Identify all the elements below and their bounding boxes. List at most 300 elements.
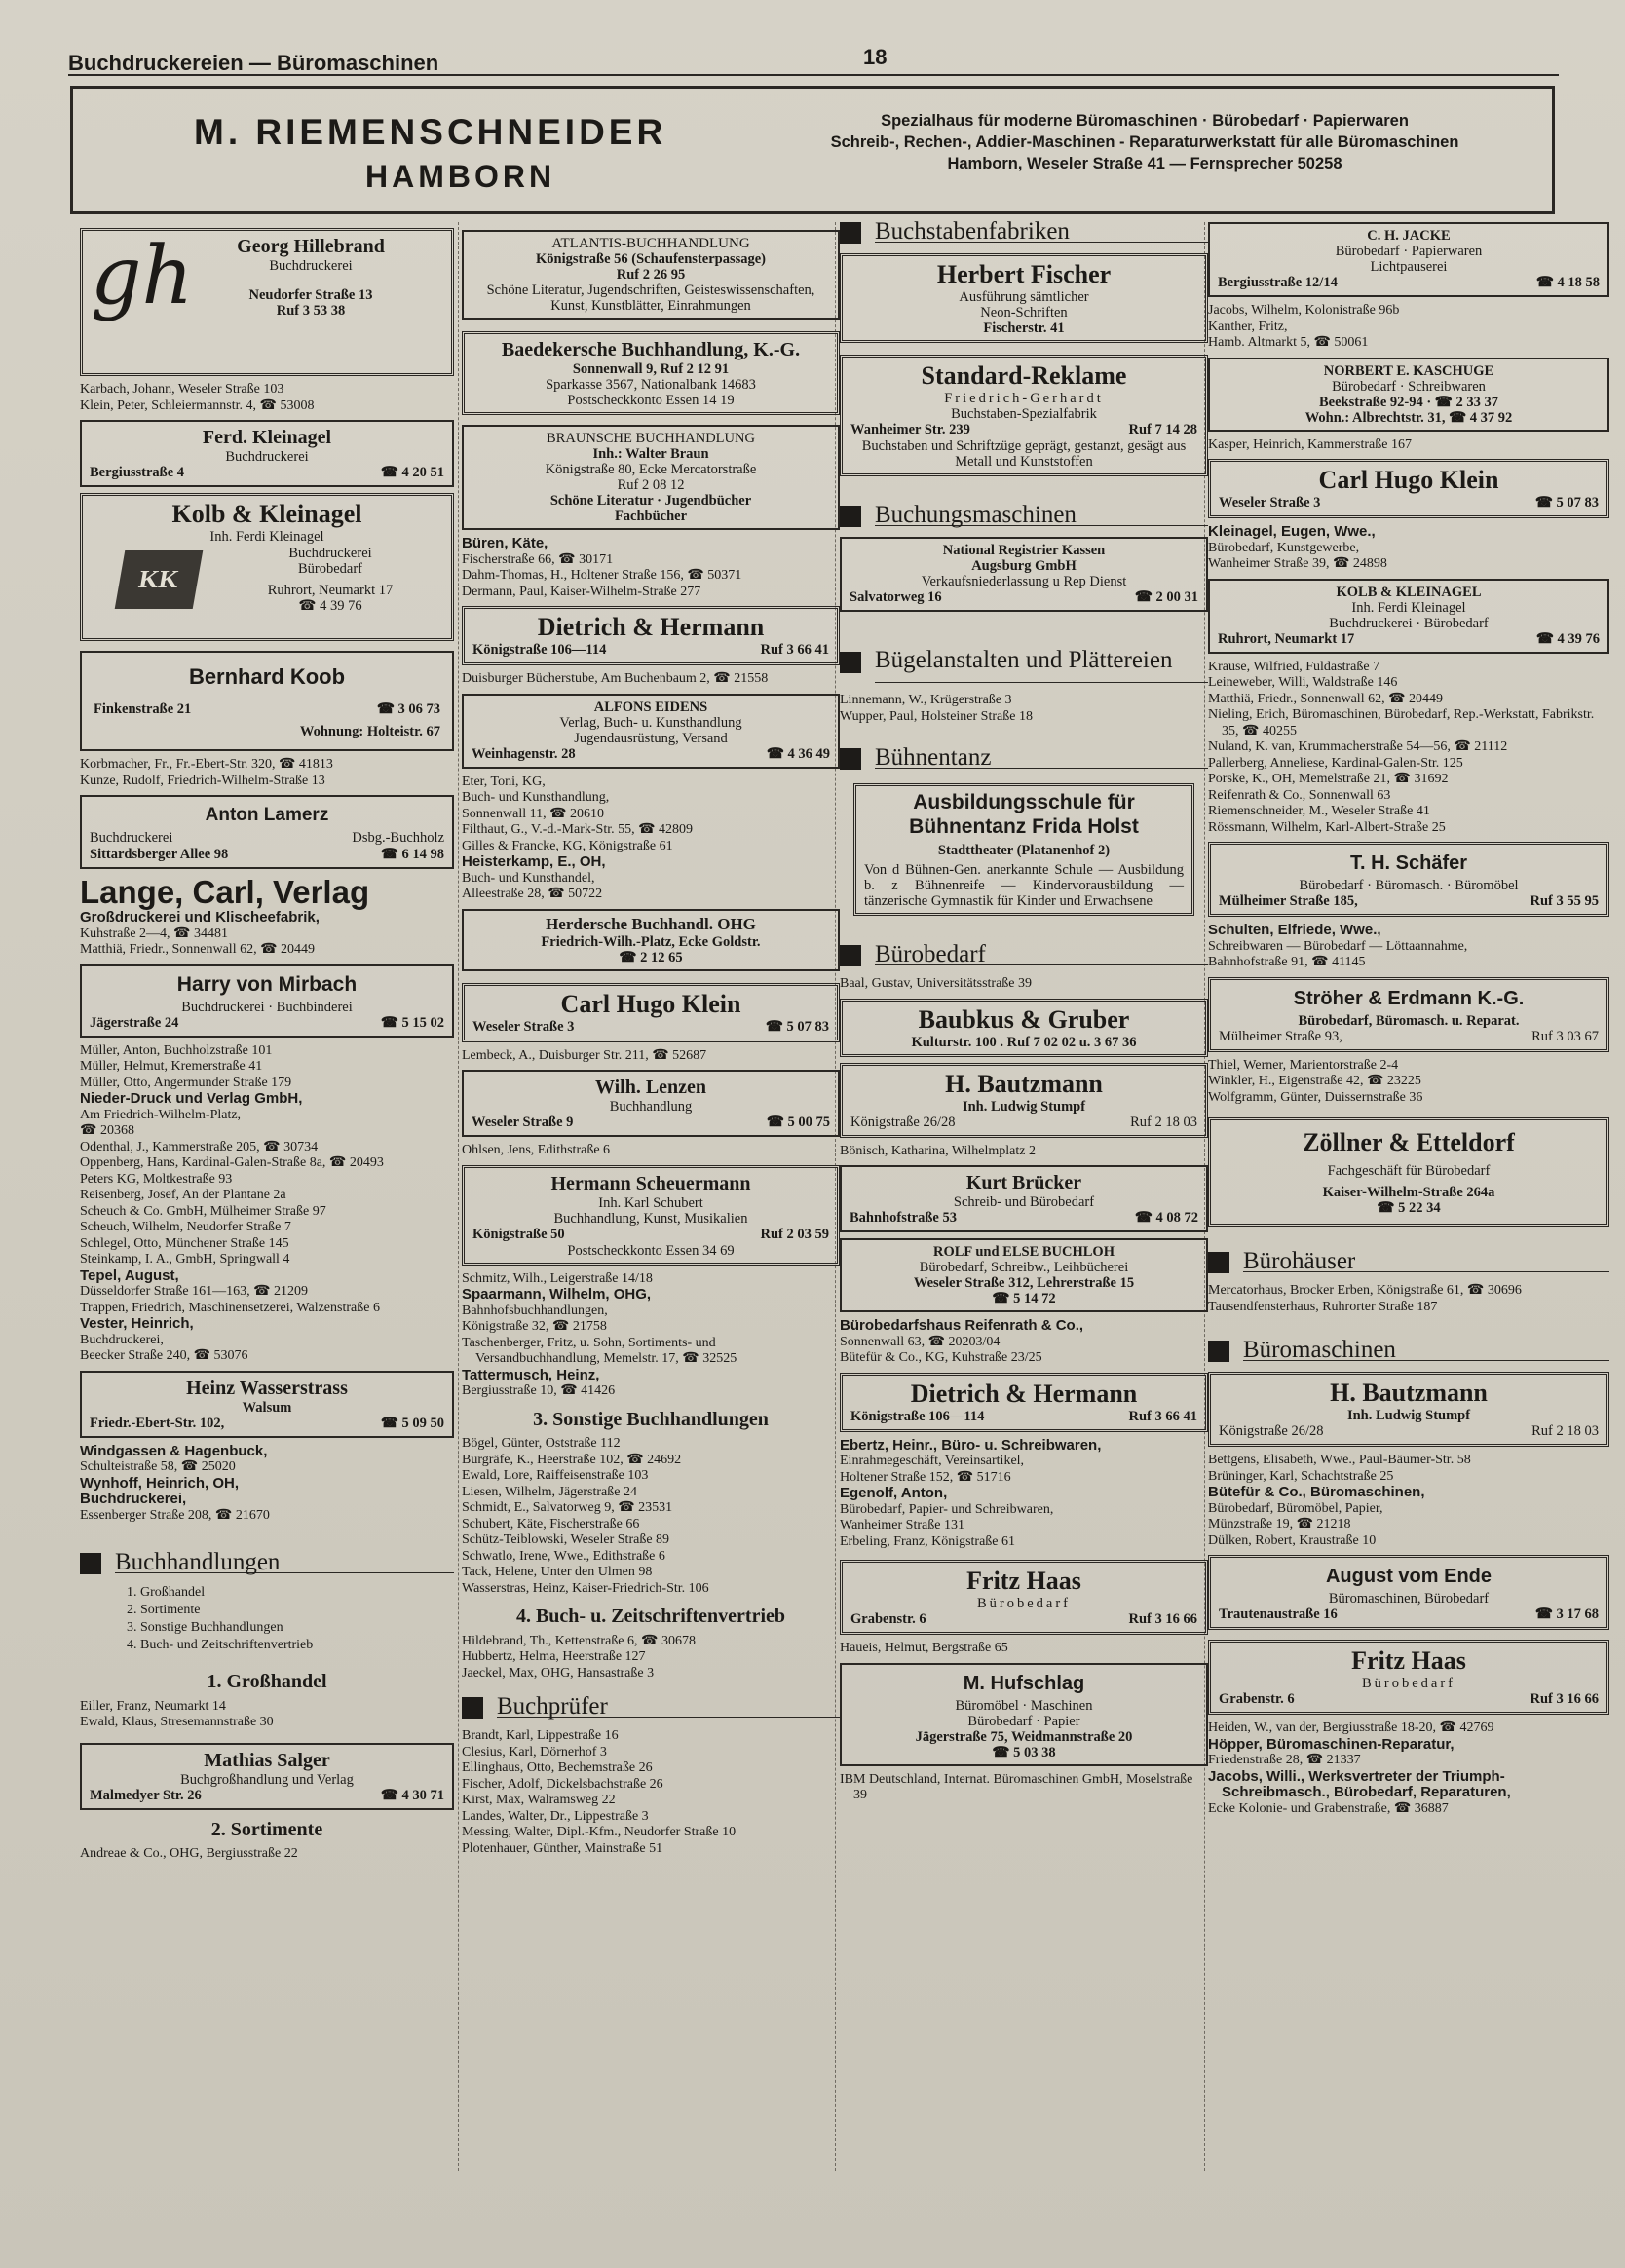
list-entry: Scheuch & Co. GmbH, Mülheimer Straße 97: [80, 1203, 326, 1219]
ad-phone: ☎ 5 03 38: [992, 1744, 1056, 1760]
ad-address: Königstraße 56 (Schaufensterpassage): [535, 251, 767, 267]
ad-koob: [80, 651, 454, 751]
list-entry: Dülken, Robert, Kraustraße 10: [1208, 1532, 1377, 1548]
toc-item: 1. Großhandel: [127, 1585, 206, 1600]
ad-phone: Ruf 3 66 41: [760, 642, 829, 658]
ad-bautzmann: [1208, 1372, 1609, 1447]
ad-trade: Augsburg GmbH: [971, 558, 1077, 574]
list-entry: Wasserstras, Heinz, Kaiser-Friedrich-Str. 106: [462, 1580, 709, 1596]
list-entry: Linnemann, W., Krügerstraße 3: [840, 693, 1012, 707]
list-entry: Buchdruckerei,: [80, 1332, 164, 1347]
ad-trade: Ausführung sämtlicher: [959, 289, 1089, 305]
list-entry: Odenthal, J., Kammerstraße 205, ☎ 30734: [80, 1139, 319, 1154]
list-entry: Wanheimer Straße 39, ☎ 24898: [1208, 556, 1387, 571]
section-heading: [840, 217, 1208, 245]
list-entry: Friedenstraße 28, ☎ 21337: [1208, 1753, 1361, 1767]
list-entry: Schulten, Elfriede, Wwe.,: [1208, 922, 1381, 938]
ad-trade: Buchdruckerei · Bürobedarf: [1329, 615, 1489, 631]
list-entry: Porske, K., OH, Memelstraße 21, ☎ 31692: [1208, 772, 1449, 786]
ad-salger: [80, 1743, 454, 1810]
list-entry: Karbach, Johann, Weseler Straße 103: [80, 382, 284, 397]
ad-owner: Friedrich-Gerhardt: [944, 391, 1104, 406]
list-entry: Fischerstraße 66, ☎ 30171: [462, 551, 614, 567]
lange-verlag-heading: Lange, Carl, Verlag: [80, 874, 370, 910]
list-entry: Jacobs, Willi., Werksvertreter der Triumph-Schreibmasch., Bürobedarf, Reparaturen,: [1208, 1767, 1511, 1800]
ad-braun: [462, 425, 840, 530]
ad-phone: ☎ 5 09 50: [380, 1415, 444, 1431]
list-entry: Bergiusstraße 10, ☎ 41426: [462, 1383, 616, 1398]
ad-name: H. Bautzmann: [945, 1069, 1103, 1098]
list-entry: Jacobs, Wilhelm, Kolonistraße 96b: [1208, 303, 1400, 318]
ad-name: Carl Hugo Klein: [560, 989, 741, 1018]
page-header: [68, 45, 1559, 80]
ad-phone: Ruf 3 66 41: [1128, 1408, 1197, 1424]
ad-scheuermann: [462, 1165, 840, 1266]
list-entry: Bürobedarf, Papier- und Schreibwaren,: [840, 1501, 1054, 1517]
ad-phone: ☎ 4 18 58: [1535, 275, 1600, 290]
section-square-icon: [840, 945, 861, 966]
section-heading: [80, 1548, 454, 1575]
banner-line-1: Spezialhaus für moderne Büromaschinen · Bürobedarf · Papierwaren: [881, 112, 1409, 130]
ad-name: Ausbildungsschule für Bühnentanz Frida Holst: [909, 791, 1139, 838]
ad-address: Mülheimer Straße 93,: [1219, 1028, 1342, 1044]
ad-standard-reklame: [840, 355, 1208, 476]
ad-kaschuge: [1208, 358, 1609, 432]
list-entry: Einrahmegeschäft, Vereinsartikel,: [840, 1454, 1025, 1468]
section-square-icon: [1208, 1252, 1229, 1273]
list-entry: Dermann, Paul, Kaiser-Wilhelm-Straße 277: [462, 584, 701, 599]
ad-lamerz: [80, 795, 454, 869]
list-entry: Kleinagel, Eugen, Wwe.,: [1208, 523, 1376, 540]
ad-name: Carl Hugo Klein: [1318, 466, 1499, 494]
ad-name: Herbert Fischer: [936, 260, 1112, 288]
list-entry: Schmidt, E., Salvatorweg 9, ☎ 23531: [462, 1500, 673, 1515]
ad-address: Sonnenwall 9, Ruf 2 12 91: [572, 361, 730, 377]
ad-phone: Ruf 2 03 59: [760, 1226, 829, 1242]
list-entry: Schlegel, Otto, Münchener Straße 145: [80, 1235, 289, 1251]
ad-phone: Ruf 2 26 95: [616, 267, 686, 283]
section-heading: [462, 1692, 840, 1720]
entries-k: [80, 382, 454, 414]
ad-place: Walsum: [242, 1399, 292, 1416]
ad-schaefer: [1208, 842, 1609, 917]
list-entry: Bürobedarf, Kunstgewerbe,: [1208, 540, 1360, 555]
list-entry: Riemenschneider, M., Weseler Straße 41: [1208, 804, 1430, 818]
ad-trade: Schöne Literatur · Jugendbücher: [549, 493, 752, 509]
list-entry: Reifenrath & Co., Sonnenwall 63: [1208, 787, 1391, 803]
toc-item: 2. Sortimente: [127, 1603, 201, 1617]
ad-address: Sittardsberger Allee 98: [90, 847, 229, 862]
ad-bautzmann: [840, 1063, 1208, 1138]
list-entry: Winkler, H., Eigenstraße 42, ☎ 23225: [1208, 1074, 1421, 1088]
ad-address: Königstraße 26/28: [850, 1114, 956, 1130]
ad-owner: Inh. Ludwig Stumpf: [1346, 1408, 1471, 1423]
ad-phone: ☎ 3 06 73: [376, 701, 440, 717]
list-entry: Beecker Straße 240, ☎ 53076: [80, 1348, 248, 1363]
ad-mirbach: [80, 964, 454, 1038]
list-entry: Duisburger Bücherstube, Am Buchenbaum 2, ☎ 21558: [462, 671, 769, 686]
list-entry: Essenberger Straße 208, ☎ 21670: [80, 1507, 270, 1523]
ad-address: Grabenstr. 6: [1219, 1691, 1295, 1707]
ad-frida-holst: [853, 783, 1194, 916]
running-head: Buchdruckereien — Büromaschinen: [68, 51, 439, 75]
ad-trade: Buchdruckerei: [225, 449, 309, 465]
list-entry: Nuland, K. van, Krummacherstraße 54—56, ☎ 21112: [1208, 739, 1508, 754]
ad-name: Heinz Wasserstrass: [186, 1377, 348, 1399]
ad-name: Ferd. Kleinagel: [202, 427, 332, 448]
ad-address: Neudorfer Straße 13: [248, 287, 373, 303]
list-entry: Liesen, Wilhelm, Jägerstraße 24: [462, 1484, 637, 1499]
list-entry: Müller, Helmut, Kremerstraße 41: [80, 1059, 263, 1074]
list-entry: Mercatorhaus, Brocker Erben, Königstraße 61, ☎ 30696: [1208, 1283, 1522, 1298]
ad-trade: Buchdruckerei: [269, 258, 353, 274]
list-entry: Heisterkamp, E., OH,: [462, 853, 606, 870]
ad-trade: Buchdruckerei: [90, 830, 173, 846]
section-title: Buchprüfer: [497, 1698, 840, 1719]
list-entry: Rössmann, Wilhelm, Karl-Albert-Straße 25: [1208, 819, 1446, 835]
list-entry: Kunze, Rudolf, Friedrich-Wilhelm-Straße 13: [80, 773, 325, 788]
ad-address: Kulturstr. 100 . Ruf 7 02 02 u. 3 67 36: [911, 1034, 1137, 1050]
ad-address: Weseler Straße 9: [472, 1115, 574, 1130]
ad-phone: ☎ 2 12 65: [619, 949, 683, 965]
ad-address: Weseler Straße 3: [472, 1018, 575, 1035]
ad-bank: Sparkasse 3567, Nationalbank 14683: [546, 377, 756, 393]
list-entry: Bütefür & Co., Büromaschinen,: [1208, 1484, 1425, 1500]
ad-hufschlag: [840, 1663, 1208, 1766]
ad-trade: Bürobedarf, Büromasch. u. Reparat.: [1298, 1012, 1520, 1029]
ad-name: Standard-Reklame: [921, 361, 1127, 390]
list-entry: Schmitz, Wilh., Leigerstraße 14/18: [462, 1270, 653, 1286]
ad-carl-hugo-klein: [1208, 459, 1609, 518]
list-entry: Ecke Kolonie- und Grabenstraße, ☎ 36887: [1208, 1800, 1449, 1816]
ad-stroeher-erdmann: [1208, 977, 1609, 1052]
ad-address: Königstraße 80, Ecke Mercatorstraße: [545, 462, 757, 477]
monogram-logo: gh: [91, 230, 194, 322]
list-entry: Spaarmann, Wilhelm, OHG,: [462, 1286, 652, 1303]
ad-trade: Büromaschinen, Bürobedarf: [1328, 1591, 1490, 1606]
ad-phone: Ruf 3 16 66: [1530, 1691, 1599, 1707]
list-entry: Bütefür & Co., KG, Kuhstraße 23/25: [840, 1350, 1042, 1365]
banner-name: M. RIEMENSCHNEIDER: [194, 112, 667, 152]
ad-name: Anton Lamerz: [205, 805, 329, 825]
ad-phone: ☎ 2 00 31: [1134, 589, 1198, 605]
ad-address: Weseler Straße 3: [1219, 495, 1321, 510]
column-2: [462, 222, 840, 1857]
ad-address: Bahnhofstraße 53: [850, 1210, 957, 1226]
list-entry: Thiel, Werner, Marientorstraße 2-4: [1208, 1057, 1399, 1073]
section-title: Bühnentanz: [875, 749, 1208, 770]
ad-phone: ☎ 4 08 72: [1134, 1210, 1198, 1226]
section-heading: [840, 501, 1208, 528]
ad-trade: Fachgeschäft für Bürobedarf: [1327, 1163, 1491, 1179]
ad-name: Ströher & Erdmann K.-G.: [1293, 987, 1525, 1009]
section-contents: [80, 1584, 454, 1654]
list-entry: Lembeck, A., Duisburger Str. 211, ☎ 52687: [462, 1047, 707, 1063]
list-entry: Egenolf, Anton,: [840, 1485, 948, 1501]
ad-trade: Bürobedarf · Papier: [967, 1713, 1080, 1729]
ad-owner: Inh. Karl Schubert: [598, 1194, 703, 1211]
list-entry: Heiden, W., van der, Bergiusstraße 18-20, ☎ 42769: [1208, 1720, 1494, 1735]
list-entry: Bönisch, Katharina, Wilhelmplatz 2: [840, 1143, 1036, 1158]
list-entry: Am Friedrich-Wilhelm-Platz,: [80, 1107, 242, 1122]
ad-name: Hermann Scheuermann: [550, 1172, 751, 1194]
ad-herbert-fischer: [840, 253, 1208, 343]
list-entry: Leineweber, Willi, Waldstraße 146: [1208, 675, 1398, 690]
ad-name: Kurt Brücker: [965, 1172, 1082, 1193]
list-entry: Eiller, Franz, Neumarkt 14: [80, 1698, 226, 1714]
ad-phone: ☎ 5 07 83: [1534, 495, 1599, 510]
ad-owner: Inh. Ferdi Kleinagel: [1351, 599, 1466, 616]
section-square-icon: [840, 506, 861, 527]
ad-trade: Von d Bühnen-Gen. anerkannte Schule — Ausbildung b. z Bühnenreife — Kindervorausbildung — tänzerische Gymnastik für Kinder und Erwachsene: [864, 862, 1184, 909]
banner-line-2: Schreib-, Rechen-, Addier-Maschinen - Reparaturwerkstatt für alle Büromaschinen: [830, 133, 1459, 151]
ad-baubkus-gruber: [840, 999, 1208, 1057]
ad-address: Jägerstraße 24: [90, 1014, 179, 1031]
list-entry: Eter, Toni, KG,: [462, 774, 546, 789]
section-square-icon: [840, 222, 861, 244]
section-square-icon: [1208, 1341, 1229, 1362]
ad-address: Beekstraße 92-94 · ☎ 2 33 37: [1319, 394, 1498, 410]
ad-phone: Ruf 3 03 67: [1531, 1028, 1599, 1044]
hillebrand-logo: [91, 230, 443, 322]
ad-address: Weseler Straße 312, Lehrerstraße 15: [913, 1275, 1135, 1291]
ad-zoellner-etteldorf: [1208, 1117, 1609, 1227]
ad-eidens: [462, 694, 840, 769]
list-entry: Fischer, Adolf, Dickelsbachstraße 26: [462, 1776, 663, 1792]
ad-address: Weinhagenstr. 28: [472, 745, 576, 762]
ad-name: Dietrich & Hermann: [910, 1379, 1138, 1408]
list-entry: Tack, Helene, Unter den Ulmen 98: [462, 1565, 653, 1579]
list-entry: Wanheimer Straße 131: [840, 1518, 964, 1532]
ad-trade: Buchstaben und Schriftzüge geprägt, gestanzt, gesägt aus Metall und Kunststoffen: [861, 438, 1187, 470]
ad-phone: Ruf 2 08 12: [617, 477, 685, 493]
ad-bank: Postscheckkonto Essen 14 19: [567, 393, 735, 408]
list-entry: Alleestraße 28, ☎ 50722: [462, 887, 603, 901]
list-entry: Windgassen & Hagenbuck,: [80, 1442, 268, 1459]
ad-name: M. Hufschlag: [963, 1672, 1085, 1694]
list-entry: Oppenberg, Hans, Kardinal-Galen-Straße 8a, ☎ 20493: [80, 1155, 384, 1170]
ad-trade: Buchdruckerei: [288, 546, 372, 561]
ad-baedeker: [462, 331, 840, 415]
section-square-icon: [840, 652, 861, 673]
ad-trade: Lichtpauserei: [1370, 259, 1448, 275]
ad-name: Dietrich & Hermann: [537, 613, 765, 641]
section-square-icon: [80, 1553, 101, 1574]
list-entry: Großdruckerei und Klischeefabrik,: [80, 909, 320, 926]
list-entry: Hildebrand, Th., Kettenstraße 6, ☎ 30678: [462, 1633, 696, 1648]
ad-trade: Buchgroßhandlung und Verlag: [180, 1771, 354, 1788]
list-entry: Erbeling, Franz, Königstraße 61: [840, 1533, 1016, 1549]
ad-address: Bergiusstraße 12/14: [1218, 275, 1338, 290]
list-entry: Haueis, Helmut, Bergstraße 65: [840, 1641, 1008, 1655]
list-entry: Filthaut, G., V.-d.-Mark-Str. 55, ☎ 42809: [462, 822, 694, 837]
list-entry: Müller, Otto, Angermunder Straße 179: [80, 1075, 292, 1090]
ad-name: Fritz Haas: [1351, 1646, 1466, 1675]
list-entry: Scheuch, Wilhelm, Neudorfer Straße 7: [80, 1220, 291, 1234]
ad-jacke: [1208, 222, 1609, 297]
ad-trade: Buchstaben-Spezialfabrik: [951, 406, 1097, 422]
list-entry: Klein, Peter, Schleiermannstr. 4, ☎ 53008: [80, 397, 315, 413]
list-entry: Messing, Walter, Dipl.-Kfm., Neudorfer Straße 10: [462, 1825, 737, 1839]
ad-address: Wanheimer Str. 239: [850, 422, 970, 437]
list-entry: Müller, Anton, Buchholzstraße 101: [80, 1042, 273, 1058]
ad-herder: [462, 909, 840, 971]
list-entry: Brandt, Karl, Lippestraße 16: [462, 1728, 619, 1743]
list-entry: Kuhstraße 2—4, ☎ 34481: [80, 926, 228, 941]
list-entry: Burgräfe, K., Heerstraße 102, ☎ 24692: [462, 1452, 682, 1467]
ad-name: Harry von Mirbach: [176, 972, 358, 996]
list-entry: Bahnhofsbuchhandlungen,: [462, 1303, 608, 1318]
section-title: Bürobedarf: [875, 946, 1208, 966]
ad-trade: Neon-Schriften: [980, 305, 1068, 321]
list-entry: Bögel, Günter, Oststraße 112: [462, 1436, 621, 1451]
ad-name: H. Bautzmann: [1330, 1379, 1488, 1407]
ad-national-registrier: [840, 537, 1208, 612]
ad-trade: Bürobedarf · Schreibwaren: [1332, 378, 1486, 395]
ad-address: Kaiser-Wilhelm-Straße 264a: [1322, 1185, 1495, 1200]
list-entry: Dahm-Thomas, H., Holtener Straße 156, ☎ 50371: [462, 568, 742, 583]
ad-name: BRAUNSCHE BUCHHANDLUNG: [547, 431, 755, 446]
ad-trade: Buchhandlung: [609, 1099, 693, 1115]
ad-trade: Bürobedarf, Schreibw., Leihbücherei: [919, 1260, 1129, 1275]
ad-address: Ruhrort, Neumarkt 17: [267, 583, 394, 598]
ad-phone: ☎ 4 39 76: [298, 598, 362, 614]
ad-phone: Ruf 3 55 95: [1530, 893, 1599, 909]
ad-name: T. H. Schäfer: [1349, 852, 1468, 874]
list-entry: Ewald, Klaus, Stresemannstraße 30: [80, 1715, 274, 1729]
list-entry: Schreibwaren — Bürobedarf — Löttaannahme,: [1208, 938, 1468, 954]
section-heading: [840, 743, 1208, 771]
section-title: Buchhandlungen: [115, 1554, 454, 1574]
ad-name: ALFONS EIDENS: [593, 699, 708, 715]
ad-address: Ruhrort, Neumarkt 17: [1218, 630, 1355, 647]
list-entry: Sonnenwall 11, ☎ 20610: [462, 806, 605, 821]
list-entry: Bettgens, Elisabeth, Wwe., Paul-Bäumer-Str. 58: [1208, 1453, 1471, 1467]
ad-phone: ☎ 5 22 34: [1377, 1200, 1441, 1216]
list-entry: ☎ 20368: [80, 1123, 134, 1138]
ad-address: Königstraße 26/28: [1219, 1423, 1324, 1439]
list-entry: Düsseldorfer Straße 161—163, ☎ 21209: [80, 1284, 309, 1299]
ad-address: Finkenstraße 21: [94, 701, 192, 717]
ad-name: Kolb & Kleinagel: [171, 500, 362, 528]
list-entry: Landes, Walter, Dr., Lippestraße 3: [462, 1808, 649, 1824]
list-entry: Ewald, Lore, Raiffeisenstraße 103: [462, 1468, 649, 1483]
section-title: Buchungsmaschinen: [875, 507, 1208, 527]
ad-trade: Dsbg.-Buchholz: [352, 830, 444, 846]
ad-phone: Ruf 7 14 28: [1128, 422, 1197, 437]
ad-wasserstrass: [80, 1371, 454, 1438]
ad-atlantis: [462, 230, 840, 320]
ad-address: Königstraße 106—114: [850, 1408, 985, 1424]
ad-address: Friedrich-Wilh.-Platz, Ecke Goldstr.: [541, 933, 761, 950]
ad-phone: Ruf 3 53 38: [276, 303, 346, 319]
ad-address: Malmedyer Str. 26: [90, 1787, 202, 1803]
list-entry: IBM Deutschland, Internat. Büromaschinen GmbH, Moselstraße 39: [840, 1771, 1193, 1802]
ad-name: Fritz Haas: [966, 1567, 1081, 1595]
section-heading: [1208, 1247, 1609, 1274]
section-heading: [840, 940, 1208, 967]
ad-bank: Postscheckkonto Essen 34 69: [567, 1242, 735, 1259]
ad-phone: ☎ 4 36 49: [766, 745, 830, 762]
ad-address: Grabenstr. 6: [850, 1611, 926, 1627]
list-entry: Plotenhauer, Günther, Mainstraße 51: [462, 1840, 663, 1856]
ad-kolb-kleinagel: [80, 493, 454, 641]
ad-name: August vom Ende: [1325, 1566, 1492, 1587]
ad-phone: Ruf 3 16 66: [1128, 1611, 1197, 1627]
ad-trade: Bürobedarf: [1361, 1676, 1456, 1691]
list-entry: Königstraße 32, ☎ 21758: [462, 1319, 607, 1334]
ad-bruecker: [840, 1165, 1208, 1232]
list-entry: Hubbertz, Helma, Heerstraße 127: [462, 1649, 646, 1664]
ad-trade: Bürobedarf · Büromasch. · Büromöbel: [1299, 878, 1519, 893]
ad-name: Baedekersche Buchhandlung, K.-G.: [501, 339, 801, 360]
list-entry: Schubert, Käte, Fischerstraße 66: [462, 1516, 640, 1531]
ad-buchloh: [840, 1238, 1208, 1312]
ad-name: Mathias Salger: [204, 1749, 330, 1771]
ad-owner: Inh.: Walter Braun: [592, 446, 709, 462]
ad-trade: Bürobedarf: [297, 561, 363, 577]
ad-address: Salvatorweg 16: [850, 589, 942, 605]
section-heading: [840, 641, 1208, 683]
ad-kolb-kleinagel: [1208, 579, 1609, 654]
ad-august-vom-ende: [1208, 1555, 1609, 1630]
list-entry: Brüninger, Karl, Schachtstraße 25: [1208, 1468, 1394, 1484]
ad-address: Königstraße 106—114: [472, 642, 607, 658]
ad-trade: Verlag, Buch- u. Kunsthandlung: [559, 714, 742, 731]
ad-dietrich-hermann: [462, 606, 840, 665]
list-entry: Hamb. Altmarkt 5, ☎ 50061: [1208, 335, 1369, 350]
ad-address: Jägerstraße 75, Weidmannstraße 20: [915, 1728, 1133, 1745]
ad-phone: ☎ 3 17 68: [1534, 1606, 1599, 1622]
list-entry: Schulteistraße 58, ☎ 25020: [80, 1459, 236, 1474]
ad-phone: ☎ 4 30 71: [380, 1787, 444, 1803]
ad-name: Herdersche Buchhandl. OHG: [546, 914, 756, 933]
toc-item: 4. Buch- und Zeitschriftenvertrieb: [127, 1638, 314, 1652]
header-rule: [68, 74, 1559, 76]
list-entry: Sonnenwall 63, ☎ 20203/04: [840, 1334, 1001, 1349]
section-title: Bürohäuser: [1243, 1253, 1609, 1273]
list-entry: Kasper, Heinrich, Kammerstraße 167: [1208, 436, 1412, 452]
list-entry: Steinkamp, I. A., GmbH, Springwall 4: [80, 1252, 290, 1266]
section-title: Buchstabenfabriken: [875, 223, 1208, 244]
banner-details: [755, 110, 1534, 174]
ad-address: Fischerstr. 41: [983, 321, 1065, 336]
ad-name: Baubkus & Gruber: [918, 1004, 1130, 1034]
ad-owner: Inh. Ferdi Kleinagel: [209, 529, 324, 545]
ad-phone: ☎ 5 00 75: [766, 1115, 830, 1130]
list-entry: Wynhoff, Heinrich, OH,: [80, 1474, 240, 1492]
list-entry: Peters KG, Moltkestraße 93: [80, 1171, 233, 1187]
list-entry: Jaeckel, Max, OHG, Hansastraße 3: [462, 1665, 655, 1681]
ad-name: Zöllner & Etteldorf: [1303, 1128, 1515, 1156]
book-logo-icon: KK: [115, 550, 204, 609]
list-entry: Büren, Käte,: [462, 535, 548, 551]
list-entry: Taschenberger, Fritz, u. Sohn, Sortiments- und Versandbuchhandlung, Memelstr. 17, ☎ 32525: [462, 1335, 737, 1366]
list-entry: Korbmacher, Fr., Fr.-Ebert-Str. 320, ☎ 41813: [80, 757, 333, 772]
list-entry: Clesius, Karl, Dörnerhof 3: [462, 1744, 607, 1759]
ad-trade: Schreib- und Bürobedarf: [953, 1194, 1095, 1210]
ad-phone: ☎ 5 15 02: [380, 1014, 444, 1031]
list-entry: Tepel, August,: [80, 1266, 179, 1284]
ad-fritz-haas: [1208, 1640, 1609, 1715]
column-1: [80, 222, 454, 1863]
ad-name: National Registrier Kassen: [942, 543, 1106, 558]
list-entry: Ebertz, Heinr., Büro- u. Schreibwaren,: [840, 1436, 1102, 1454]
list-entry: Pallerberg, Anneliese, Kardinal-Galen-Str. 125: [1208, 755, 1463, 771]
ad-name: ATLANTIS-BUCHHANDLUNG: [551, 236, 750, 251]
riemenschneider-banner: [70, 86, 1555, 214]
subsection-title: 3. Sonstige Buchhandlungen: [533, 1408, 769, 1430]
